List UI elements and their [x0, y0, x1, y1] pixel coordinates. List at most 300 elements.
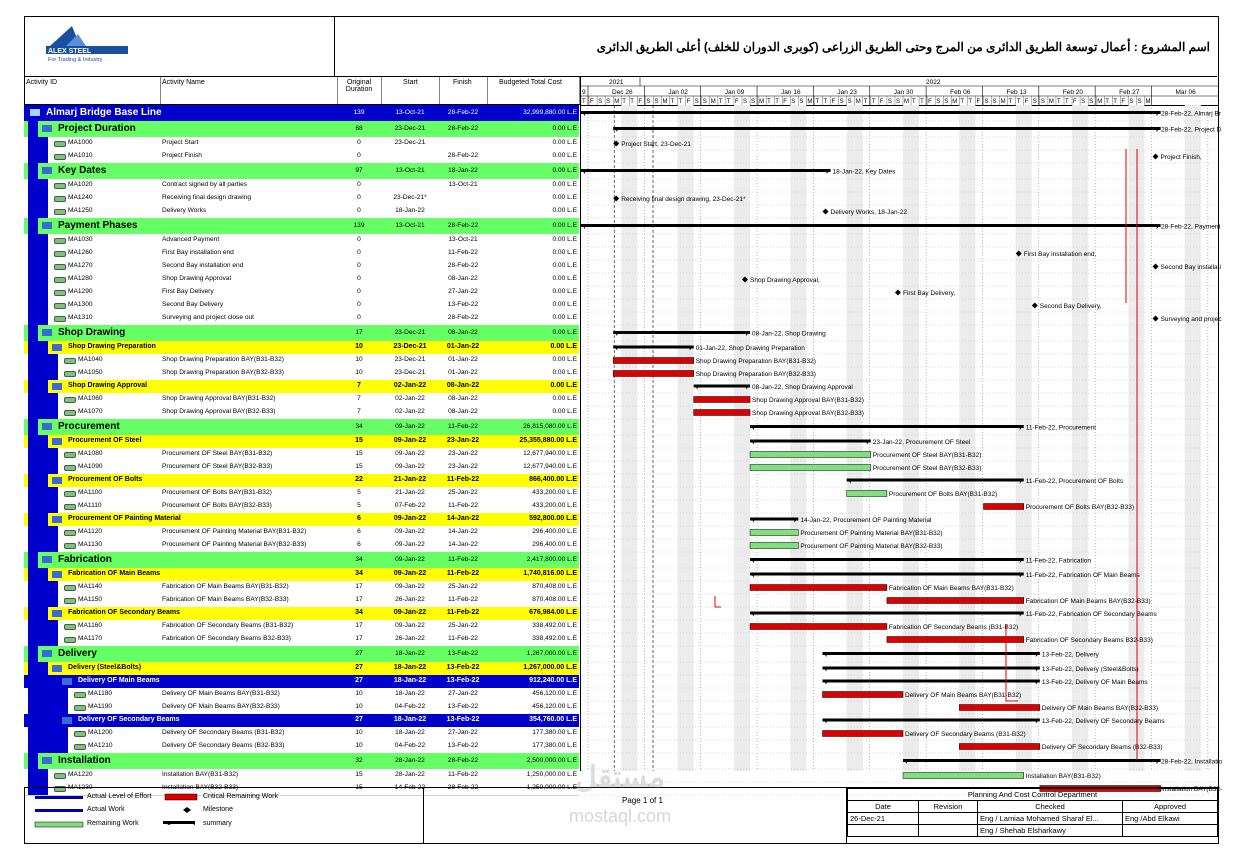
activity-id: MA1250 — [68, 207, 93, 214]
wbs-folder-icon — [42, 650, 52, 657]
wbs-row[interactable] — [24, 646, 579, 663]
activity-icon — [64, 585, 76, 591]
bar-label: First Bay Delivery, — [902, 290, 956, 297]
activity-name: Shop Drawing Approval BAY(B32-B33) — [162, 408, 276, 415]
summary-bar — [823, 680, 1040, 683]
activity-name: Installation BAY(B31-B32) — [162, 771, 239, 778]
bar-label: 08-Jan-22, Shop Drawing Approval — [752, 384, 853, 391]
activity-row[interactable] — [24, 688, 579, 702]
duration-cell: 0 — [357, 288, 361, 295]
bar-label: Shop Drawing Preparation BAY(B31-B32) — [695, 358, 816, 365]
milestone-marker — [895, 290, 901, 296]
activity-row[interactable] — [24, 406, 579, 420]
legend-critical: Critical Remaining Work — [203, 793, 278, 800]
finish-cell — [439, 137, 487, 150]
duration-cell: 15 — [355, 450, 363, 457]
finish-cell: 28-Feb-22 — [447, 109, 479, 116]
summary-bar — [903, 759, 1161, 762]
day-label: S — [598, 99, 603, 105]
gantt-bar — [750, 452, 871, 458]
day-label: T — [622, 99, 626, 105]
bar-label: 28-Feb-22, Almarj Br — [1161, 110, 1221, 118]
cost-cell: 12,677,940.00 L.E — [523, 450, 577, 457]
hierarchy-guide — [28, 121, 38, 137]
activity-row[interactable] — [24, 150, 579, 164]
day-label: T — [630, 99, 634, 105]
wbs-row[interactable] — [24, 105, 579, 122]
bar-label: Delivery Works, 18-Jan-22 — [830, 209, 907, 216]
activity-name: Delivery OF Main Beams BAY(B31-B32) — [162, 690, 280, 697]
wbs-name: Installation — [58, 755, 111, 766]
finish-cell: 25-Jan-22 — [448, 489, 478, 496]
activity-row[interactable] — [24, 205, 579, 219]
bar-label: Receiving final design drawing, 23-Dec-21* — [621, 196, 746, 203]
start-cell — [381, 150, 439, 163]
activity-row[interactable] — [24, 234, 579, 248]
milestone-marker — [1032, 303, 1038, 309]
summary-bar — [750, 518, 798, 521]
day-label: T — [726, 99, 731, 105]
activity-row[interactable] — [24, 701, 579, 715]
summary-bar — [750, 558, 1024, 561]
gantt-bar — [750, 543, 798, 549]
hierarchy-guide — [28, 607, 48, 620]
finish-cell: 13-Feb-22 — [447, 742, 479, 749]
start-cell: 09-Jan-22 — [393, 515, 427, 522]
finish-cell: 23-Jan-22 — [448, 463, 478, 470]
finish-cell: 08-Jan-22 — [448, 275, 478, 282]
approved-by: Eng /Abd Elkawi — [1123, 813, 1218, 825]
wbs-row[interactable] — [24, 419, 579, 436]
activity-icon — [64, 598, 76, 604]
checked-by-1: Eng / Lamiaa Mohamed Sharaf El... — [978, 813, 1123, 825]
gantt-bar — [613, 371, 694, 377]
day-label: M — [1048, 99, 1054, 105]
finish-cell: 11-Feb-22 — [448, 771, 478, 778]
activity-name: Surveying and project close out — [162, 314, 255, 321]
revision-number — [919, 813, 978, 825]
day-label: F — [928, 99, 932, 105]
department-name: Planning And Cost Control Department — [848, 789, 1218, 801]
activity-icon — [64, 397, 76, 403]
weekend-shade — [1024, 105, 1032, 771]
activity-id: MA1080 — [78, 450, 103, 457]
duration-cell: 6 — [357, 541, 361, 548]
day-label: M — [1097, 99, 1103, 105]
finish-cell: 23-Jan-22 — [448, 450, 478, 457]
bar-label: 23-Jan-22, Procurement OF Steel — [872, 439, 971, 446]
start-cell — [381, 312, 439, 325]
week-label: Jan 30 — [893, 89, 914, 96]
activity-row[interactable] — [24, 740, 579, 754]
activity-row[interactable] — [24, 539, 579, 553]
bar-label: 14-Jan-22, Procurement OF Painting Material — [800, 517, 932, 524]
activity-row[interactable] — [24, 273, 579, 287]
start-cell: 13-Oct-21 — [395, 222, 425, 229]
activity-id: MA1100 — [78, 489, 103, 496]
legend-milestone: Milestone — [203, 806, 233, 813]
day-label: S — [694, 99, 699, 105]
header-logo-area — [24, 16, 335, 76]
duration-cell: 10 — [355, 343, 363, 350]
wbs-row[interactable] — [24, 568, 579, 582]
cost-cell: 296,400.00 L.E — [532, 541, 577, 548]
hierarchy-guide — [28, 247, 48, 260]
wbs-row[interactable] — [24, 714, 579, 728]
cost-cell: 0.00 L.E — [552, 194, 577, 201]
start-cell: 02-Jan-22 — [393, 382, 427, 389]
activity-id: MA1280 — [68, 275, 93, 282]
year-label: 2022 — [926, 79, 941, 86]
bar-label: Fabrication OF Secondary Beams (B31-B32) — [888, 624, 1019, 631]
activity-name: Procurement OF Painting Material BAY(B32-B33) — [162, 541, 307, 548]
weekend-shade — [855, 105, 863, 771]
activity-icon — [64, 452, 76, 458]
summary-bar — [823, 652, 1040, 655]
duration-cell: 27 — [355, 677, 363, 684]
wbs-folder-icon — [42, 757, 52, 764]
col-finish[interactable]: Finish — [439, 77, 488, 105]
company-logo — [38, 24, 140, 62]
wbs-row[interactable] — [24, 121, 579, 138]
hierarchy-guide — [28, 341, 48, 354]
activity-row[interactable] — [24, 137, 579, 151]
duration-cell: 34 — [355, 423, 363, 430]
bar-label: Delivery OF Main Beams BAY(B31-B32) — [905, 692, 1022, 699]
gantt-bar — [887, 637, 1024, 643]
activity-id: MA1120 — [78, 528, 103, 535]
start-cell: 13-Oct-21 — [395, 109, 425, 116]
col-activity-name[interactable]: Activity Name — [160, 77, 338, 105]
hierarchy-guide — [28, 192, 48, 205]
start-cell — [381, 273, 439, 286]
hierarchy-guide — [28, 753, 38, 769]
hierarchy-guide — [28, 740, 68, 753]
hierarchy-guide — [28, 461, 58, 474]
week-label: Jan 16 — [781, 89, 801, 96]
col-activity-id[interactable]: Activity ID — [24, 77, 161, 105]
cost-cell: 354,760.00 L.E — [529, 716, 577, 723]
wbs-row[interactable] — [24, 753, 579, 770]
wbs-name: Project Duration — [58, 123, 136, 134]
activity-id: MA1050 — [78, 369, 103, 376]
week-label: Feb 27 — [1119, 89, 1140, 96]
wbs-row[interactable] — [24, 380, 579, 394]
wbs-row[interactable] — [24, 218, 579, 235]
activity-row[interactable] — [24, 393, 579, 407]
bar-label: First Bay installation end, — [1023, 251, 1097, 258]
finish-cell: 01-Jan-22 — [446, 343, 480, 350]
activity-icon — [54, 196, 66, 202]
day-label: T — [678, 99, 683, 105]
hierarchy-guide — [28, 448, 58, 461]
activity-name: Project Start — [162, 139, 199, 146]
finish-cell — [439, 192, 487, 205]
cost-cell: 0.00 L.E — [552, 275, 577, 282]
activity-name: Fabrication OF Secondary Beams (B31-B32) — [162, 622, 294, 629]
hierarchy-guide — [28, 688, 68, 701]
wbs-folder-icon — [30, 109, 40, 116]
cost-cell: 0.00 L.E — [552, 329, 577, 336]
duration-cell: 5 — [357, 502, 361, 509]
activity-row[interactable] — [24, 448, 579, 462]
activity-name: Fabrication OF Secondary Beams B32-B33) — [162, 635, 292, 642]
activity-row[interactable] — [24, 620, 579, 634]
wbs-row[interactable] — [24, 513, 579, 527]
finish-cell: 23-Jan-22 — [446, 437, 480, 444]
bar-label: 13-Feb-22, Delivery OF Secondary Beams — [1041, 718, 1165, 725]
duration-cell: 27 — [355, 716, 363, 723]
day-label: M — [904, 99, 909, 105]
day-label: T — [912, 99, 916, 105]
wbs-folder-icon — [52, 383, 62, 390]
hierarchy-guide — [28, 675, 58, 688]
activity-name: Project Finish — [162, 152, 202, 159]
activity-icon — [54, 277, 66, 283]
hierarchy-guide — [28, 526, 58, 539]
activity-name: Fabrication OF Main Beams BAY(B31-B32) — [162, 583, 289, 590]
duration-cell: 17 — [355, 583, 363, 590]
activity-icon — [54, 773, 66, 779]
wbs-row[interactable] — [24, 675, 579, 689]
milestone-marker — [1153, 264, 1159, 270]
activity-row[interactable] — [24, 633, 579, 647]
wbs-name: Almarj Bridge Base Line — [46, 107, 162, 118]
gantt-bar — [750, 530, 798, 536]
finish-cell: 18-Jan-22 — [448, 167, 478, 174]
bar-label: 11-Feb-22, Fabrication — [1025, 557, 1092, 565]
activity-id: MA1060 — [78, 395, 103, 402]
duration-cell: 0 — [357, 249, 361, 256]
cost-cell: 32,999,880.00 L.E — [523, 109, 577, 116]
activity-row[interactable] — [24, 354, 579, 368]
start-cell: 18-Jan-22 — [395, 690, 425, 697]
bar-label: Delivery OF Secondary Beams (B31-B32) — [905, 731, 1026, 738]
duration-cell: 27 — [355, 650, 363, 657]
wbs-row[interactable] — [24, 474, 579, 488]
day-label: T — [718, 99, 723, 105]
day-label: S — [887, 99, 892, 105]
milestone-marker — [1153, 316, 1159, 322]
revision-header: Revision — [919, 801, 978, 813]
finish-cell: 28-Feb-22 — [447, 784, 479, 791]
day-label: T — [815, 99, 820, 105]
activity-row[interactable] — [24, 179, 579, 193]
wbs-row[interactable] — [24, 435, 579, 449]
cost-cell: 0.00 L.E — [552, 152, 577, 159]
hierarchy-guide — [28, 137, 48, 150]
empty-cell — [1123, 825, 1218, 837]
cost-cell: 912,240.00 L.E — [529, 677, 577, 684]
bar-label: Surveying and projec — [1160, 316, 1222, 323]
wbs-name: Delivery OF Main Beams — [78, 677, 160, 684]
bar-label: 18-Jan-22, Key Dates — [832, 168, 896, 176]
activity-row[interactable] — [24, 769, 579, 783]
gantt-bar — [750, 624, 887, 630]
activity-row[interactable] — [24, 299, 579, 313]
duration-cell: 0 — [357, 152, 361, 159]
day-label: F — [976, 99, 981, 105]
finish-cell: 14-Jan-22 — [448, 528, 478, 535]
start-cell: 04-Feb-22 — [394, 703, 426, 710]
activity-row[interactable] — [24, 727, 579, 741]
activity-row[interactable] — [24, 247, 579, 261]
wbs-row[interactable] — [24, 341, 579, 355]
activity-icon — [54, 251, 66, 257]
cost-cell: 676,984.00 L.E — [529, 609, 577, 616]
hierarchy-guide — [28, 539, 58, 552]
duration-cell: 32 — [355, 757, 363, 764]
activity-row[interactable] — [24, 581, 579, 595]
activity-id: MA1180 — [88, 690, 113, 697]
bar-label: 28-Feb-22, Payment — [1161, 223, 1221, 231]
duration-cell: 15 — [355, 463, 363, 470]
gantt-bar — [887, 598, 1024, 604]
activity-id: MA1070 — [78, 408, 103, 415]
finish-cell: 13-Oct-21 — [448, 236, 478, 243]
svg-text:For Trading & Industry: For Trading & Industry — [48, 57, 103, 63]
activity-row[interactable] — [24, 312, 579, 326]
activity-row[interactable] — [24, 594, 579, 608]
wbs-folder-icon — [42, 556, 52, 563]
start-cell: 23-Dec-21* — [393, 194, 427, 201]
cost-cell: 433,200.00 L.E — [532, 489, 577, 496]
approval-block — [846, 787, 1219, 844]
finish-cell — [439, 205, 487, 218]
week-label: Feb 20 — [1062, 89, 1084, 96]
day-label: F — [638, 99, 643, 105]
activity-row[interactable] — [24, 487, 579, 501]
duration-cell: 10 — [355, 703, 363, 710]
gantt-bar — [750, 465, 871, 471]
weekend-shade — [903, 105, 911, 771]
finish-cell: 25-Jan-22 — [448, 622, 478, 629]
activity-id: MA1310 — [68, 314, 93, 321]
start-cell: 21-Jan-22 — [395, 489, 425, 496]
weekend-shade — [678, 105, 686, 771]
wbs-row[interactable] — [24, 552, 579, 569]
bar-label: Shop Drawing Approval BAY(B32-B33) — [752, 410, 864, 417]
gantt-bar — [694, 397, 750, 403]
activity-row[interactable] — [24, 526, 579, 540]
day-label: F — [879, 99, 884, 105]
day-label: T — [960, 99, 965, 105]
col-start[interactable]: Start — [381, 77, 440, 105]
day-label: F — [783, 99, 787, 105]
week-label: 9 — [582, 89, 586, 96]
wbs-row[interactable] — [24, 607, 579, 621]
finish-cell: 11-Feb-22 — [448, 423, 478, 430]
finish-cell: 11-Feb-22 — [446, 476, 480, 483]
hierarchy-guide — [28, 633, 58, 646]
day-label: F — [1073, 99, 1077, 105]
duration-cell: 17 — [355, 329, 363, 336]
start-cell: 23-Dec-21 — [394, 356, 426, 363]
day-label: T — [767, 99, 771, 105]
wbs-name: Key Dates — [58, 165, 107, 176]
finish-cell: 11-Feb-22 — [448, 249, 478, 256]
activity-row[interactable] — [24, 461, 579, 475]
cost-cell: 0.00 L.E — [552, 222, 577, 229]
bar-label: Delivery OF Secondary Beams (B32-B33) — [1041, 744, 1163, 751]
duration-cell: 7 — [357, 395, 361, 402]
activity-icon — [74, 731, 86, 737]
activity-id: MA1030 — [68, 236, 93, 243]
start-cell: 18-Jan-22 — [393, 677, 427, 684]
bar-label: Fabrication OF Secondary Beams B32-B33) — [1025, 637, 1153, 644]
activity-name: Receiving final design drawing — [162, 194, 252, 201]
page-number: Page 1 of 1 — [622, 796, 663, 805]
day-label: F — [590, 99, 594, 105]
wbs-row[interactable] — [24, 325, 579, 342]
day-label: S — [847, 99, 852, 105]
duration-cell: 17 — [355, 596, 363, 603]
summary-bar — [750, 440, 871, 443]
wbs-name: Delivery — [58, 648, 97, 659]
duration-cell: 10 — [355, 356, 363, 363]
col-cost[interactable]: Budgeted Total Cost — [487, 77, 580, 105]
day-label: T — [1065, 99, 1069, 105]
hierarchy-guide — [28, 581, 58, 594]
duration-cell: 27 — [355, 664, 363, 671]
cost-cell: 0.00 L.E — [552, 207, 577, 214]
bar-label: Project Start, 23-Dec-21 — [621, 141, 691, 148]
duration-cell: 0 — [357, 262, 361, 269]
activity-row[interactable] — [24, 367, 579, 381]
summary-bar — [750, 612, 1024, 615]
wbs-folder-icon — [42, 329, 52, 336]
activity-icon — [54, 183, 66, 189]
start-cell: 09-Jan-22 — [393, 570, 427, 577]
day-label: S — [936, 99, 941, 105]
day-label: T — [823, 99, 828, 105]
wbs-row[interactable] — [24, 163, 579, 180]
activity-icon — [64, 465, 76, 471]
empty-cell — [919, 825, 978, 837]
activity-row[interactable] — [24, 192, 579, 206]
checked-by-2: Eng / Shehab Elsharkawy — [978, 825, 1123, 837]
activity-id: MA1300 — [68, 301, 93, 308]
activity-name: Procurement OF Steel BAY(B31-B32) — [162, 450, 273, 457]
start-cell — [381, 286, 439, 299]
duration-cell: 0 — [357, 207, 361, 214]
activity-row[interactable] — [24, 260, 579, 274]
day-label: S — [702, 99, 707, 105]
duration-cell: 34 — [355, 556, 363, 563]
gantt-bar — [903, 773, 1024, 779]
activity-row[interactable] — [24, 500, 579, 514]
duration-cell: 139 — [353, 109, 365, 116]
hierarchy-guide — [28, 299, 48, 312]
activity-row[interactable] — [24, 286, 579, 300]
wbs-folder-icon — [52, 344, 62, 351]
cost-cell: 26,815,080.00 L.E — [523, 423, 577, 430]
day-label: M — [1145, 99, 1151, 105]
day-label: T — [871, 99, 876, 105]
bar-label: 11-Feb-22, Fabrication OF Main Beams — [1025, 572, 1140, 579]
activity-name: Shop Drawing Approval — [162, 275, 231, 282]
cost-cell: 0.00 L.E — [552, 301, 577, 308]
finish-cell: 27-Jan-22 — [448, 690, 478, 697]
activity-id: MA1000 — [68, 139, 93, 146]
cost-cell: 0.00 L.E — [552, 181, 577, 188]
col-duration[interactable]: Original Duration — [337, 77, 382, 105]
bar-label: Second Bay installati — [1160, 264, 1221, 271]
day-label: F — [831, 99, 836, 105]
wbs-row[interactable] — [24, 662, 579, 676]
finish-cell: 01-Jan-22 — [448, 356, 478, 363]
wbs-name: Delivery (Steel&Bolts) — [68, 664, 142, 671]
